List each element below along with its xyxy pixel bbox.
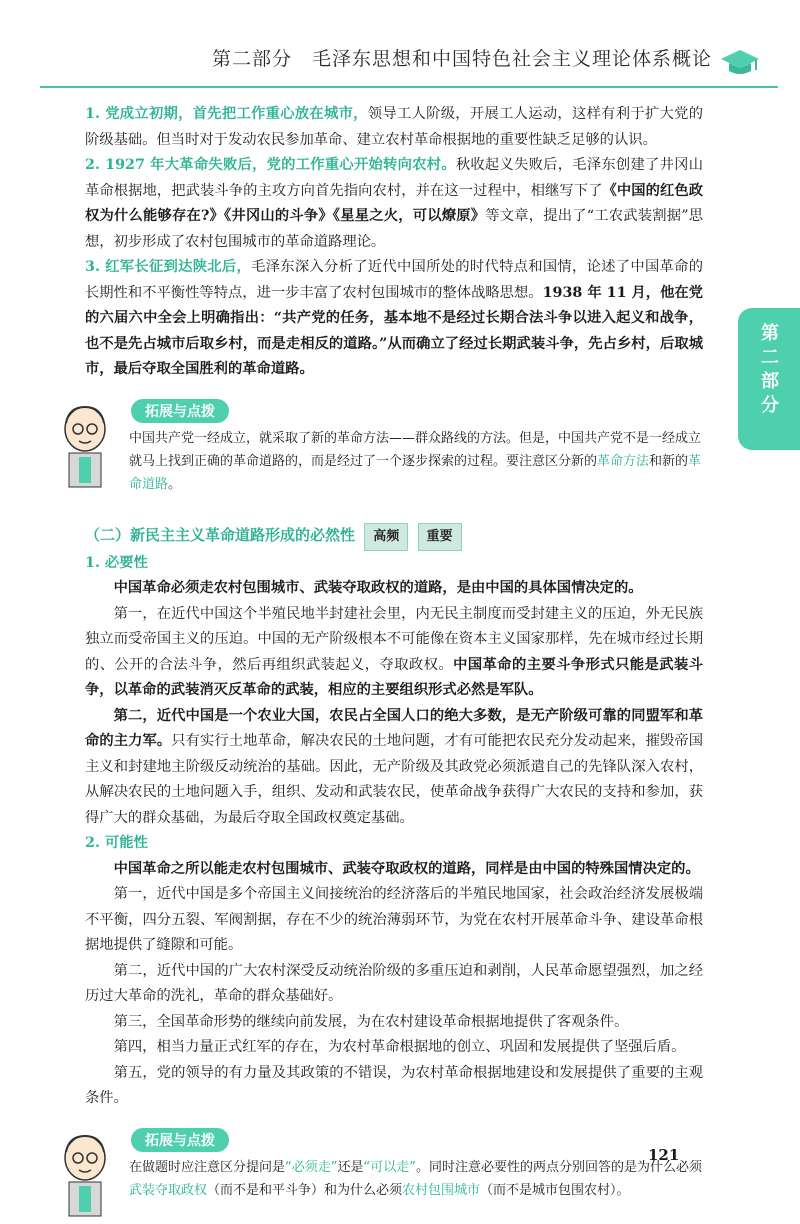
header-title: 第二部分 毛泽东思想和中国特色社会主义理论体系概论 — [211, 48, 712, 70]
p2-tail: 等文章，提出了“工农武装割据”思想，初步形成了农村包围城市的革命道路理论。 — [85, 208, 704, 250]
possibility-summary: 中国革命之所以能走农村包围城市、武装夺取政权的道路，同样是由中国的特殊国情决定的。 — [113, 860, 700, 877]
teacher-figure-icon — [55, 1132, 119, 1224]
section-title — [85, 522, 703, 551]
tip-box-1 — [85, 399, 703, 496]
graduation-cap-icon — [720, 48, 760, 78]
side-tab — [738, 308, 800, 450]
n1-text: 第一，在近代中国这个半殖民地半封建社会里，内无民主制度而受封建主义的压迫，外无民族独立而受帝国主义的压迫。中国的无产阶级根本不可能像在资本主义国家那样，先在城市经过长期的、公开的合法斗争，然后再组织武装起义，夺取政权。 — [85, 605, 703, 673]
p3-body: 毛泽东深入分析了近代中国所处的时代特点和国情，论述了中国革命的长期性和不平衡性等特点，进一步丰富了农村包围城市的整体战略思想。 — [85, 259, 704, 301]
tip1-text-a: 中国共产党一经成立，就采取了新的革命方法——群众路线的方法。但是，中国共产党不是一经成立就马上找到正确的革命道路的，而是经过了一个逐步探索的过程。要注意区分新的 — [129, 430, 702, 469]
tip-label-1: 拓展与点拨 — [131, 399, 229, 423]
tip2-text-e: （而不是城市包围农村）。 — [480, 1182, 630, 1198]
necessity-point-1 — [85, 602, 703, 704]
side-tab-label: 第二部分 — [761, 323, 779, 416]
p3-bold: 1938 年 11 月，他在党的六届六中全会上明确指出：“共产党的任务，基本地不是经过长期合法斗争以进入起义和战争，也不是先占城市后取乡村，而是走相反的道路。”从而确立了经过长期武装斗争，先占乡村，后取城市，最后夺取全国胜利的革命道路。 — [85, 284, 703, 377]
paragraph-1 — [85, 102, 703, 153]
p1-body: 领导工人阶级，开展工人运动，这样有利于扩大党的阶级基础。但当时对于发动农民参加革命、建立农村革命根据地的重要性缺乏足够的认识。 — [85, 106, 704, 148]
tip2-text-a: 在做题时应注意区分提问是 — [129, 1159, 286, 1175]
tip2-text-c: 。同时注意必要性的两点分别回答的是为什么必须 — [416, 1159, 703, 1175]
p3-heading: 3. 红军长征到达陕北后， — [85, 259, 252, 275]
tag-important: 重要 — [418, 523, 462, 551]
tip2-text-d: （而不是和平斗争）和为什么必须 — [207, 1182, 403, 1198]
tip1-text-b: 和新的 — [649, 453, 689, 469]
p2-heading: 2. 1927 年大革命失败后，党的工作重心开始转向农村。 — [85, 157, 456, 173]
page-header — [0, 0, 800, 100]
p2-bold: 《中国的红色政权为什么能够存在?》《井冈山的斗争》《星星之火，可以燎原》 — [85, 182, 704, 224]
paragraph-2 — [85, 153, 703, 255]
tip1-highlight-a: 革命方法 — [597, 453, 650, 469]
possibility-point-4: 第四，相当力量正式红军的存在，为农村革命根据地的创立、巩固和发展提供了坚强后盾。 — [113, 1039, 686, 1055]
tip2-highlight-d: 农村包围城市 — [402, 1182, 481, 1198]
tip-text-1 — [85, 427, 703, 496]
tip-text-2 — [85, 1156, 703, 1202]
tip2-highlight-a: “必须走” — [285, 1159, 338, 1175]
possibility-point-3: 第三，全国革命形势的继续向前发展，为在农村建设革命根据地提供了客观条件。 — [113, 1013, 629, 1030]
n1-bold: 中国革命的主要斗争形式只能是武装斗争，以革命的武装消灭反革命的武装，相应的主要组织形式必然是军队。 — [85, 656, 703, 698]
n2-bold: 第二，近代中国是一个农业大国，农民占全国人口的绝大多数，是无产阶级可靠的同盟军和革命的主力军。 — [85, 707, 703, 749]
necessity-summary: 中国革命必须走农村包围城市、武装夺取政权的道路，是由中国的具体国情决定的。 — [113, 580, 643, 596]
possibility-point-1: 第一，近代中国是多个帝国主义间接统治的经济落后的半殖民地国家，社会政治经济发展极端不平衡，四分五裂、军阀割据，存在不少的统治薄弱环节，为党在农村开展革命斗争、建设革命根据地提供了缝隙和可能。 — [85, 886, 703, 953]
tip2-text-b: 还是 — [337, 1159, 364, 1175]
header-rule — [40, 86, 778, 88]
tag-high-frequency: 高频 — [364, 523, 408, 551]
subheading-necessity: 1. 必要性 — [85, 554, 148, 571]
tip2-highlight-b: “可以走” — [363, 1159, 416, 1175]
tip1-highlight-b: 革命道路 — [129, 453, 702, 492]
section-title-text: （二）新民主主义革命道路形成的必然性 — [85, 525, 356, 544]
tip1-text-c: 。 — [168, 476, 182, 492]
page-number: 121 — [648, 1146, 680, 1164]
p1-heading: 1. 党成立初期，首先把工作重心放在城市， — [85, 106, 368, 122]
tip2-highlight-c: 武装夺取政权 — [129, 1182, 208, 1198]
paragraph-3 — [85, 255, 703, 383]
possibility-point-5: 第五，党的领导的有力量及其政策的不错误，为农村革命根据地建设和发展提供了重要的主观条件。 — [85, 1064, 703, 1106]
p2-body: 秋收起义失败后，毛泽东创建了井冈山革命根据地，把武装斗争的主攻方向首先指向农村，并在这一过程中，相继写下了 — [85, 157, 703, 199]
subheading-possibility: 2. 可能性 — [85, 835, 148, 851]
n2-text: 只有实行土地革命，解决农民的土地问题，才有可能把农民充分发动起来，摧毁帝国主义和封建地主阶级反动统治的基础。因此，无产阶级及其政党必须派遣自己的先锋队深入农村，从解决农民的土地问题入手，组织、发动和武装农民，使革命战争获得广大农民的支持和参加，获得广大的群众基础，为最后夺取全国政权奠定基础。 — [85, 733, 704, 826]
possibility-point-2: 第二，近代中国的广大农村深受反动统治阶级的多重压迫和剥削，人民革命愿望强烈，加之经历过大革命的洗礼，革命的群众基础好。 — [85, 962, 703, 1004]
teacher-figure-icon — [55, 403, 119, 495]
tip-label-2: 拓展与点拨 — [131, 1128, 229, 1152]
main-content — [85, 100, 703, 1202]
tip-box-2 — [85, 1128, 703, 1202]
necessity-point-2 — [85, 704, 703, 832]
